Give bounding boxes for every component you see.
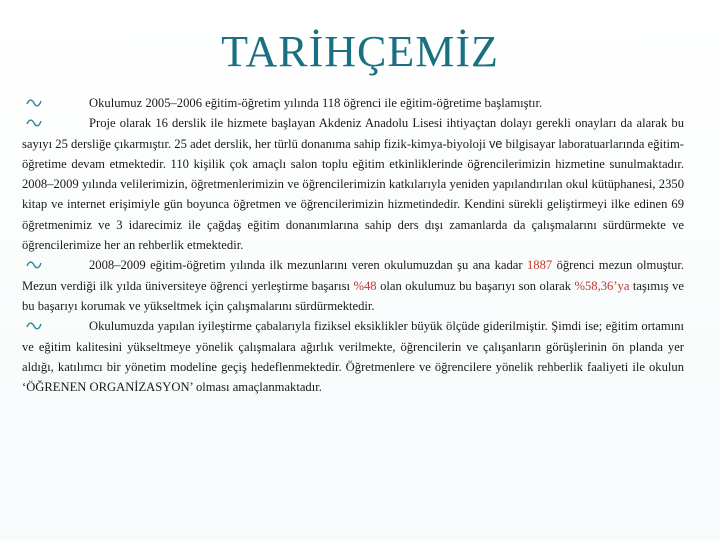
paragraph-3-text-d: taşımış ve bu başarıyı korumak ve yükseltmek için çalışmalarını sürdürmektedir. bbox=[22, 278, 684, 313]
wave-bullet-icon bbox=[26, 321, 42, 331]
paragraph-2-ve: ve bbox=[489, 136, 503, 151]
paragraph-3-text-a: 2008–2009 eğitim-öğretim yılında ilk mezunlarını veren okulumuzdan şu ana kadar bbox=[89, 258, 527, 273]
paragraph-1-text: Okulumuz 2005–2006 eğitim-öğretim yılında 118 öğrenci ile eğitim-öğretime başlamıştır. bbox=[89, 96, 543, 110]
paragraph-2-text-a: Proje olarak 16 derslik ile hizmete başlayan Akdeniz Anadolu Lisesi ihtiyaçtan dolayı gerekli onayları da alarak bu sayıyı 25 dersliğe çıkarmıştır. 25 adet derslik, her türlü donanıma sahip fizik-kimya-biyoloji bbox=[22, 116, 684, 151]
wave-bullet-icon bbox=[26, 118, 42, 128]
paragraph-4-text: Okulumuzda yapılan iyileştirme çabalarıyla fiziksel eksiklikler büyük ölçüde giderilmiştir. Şimdi ise; eğitim ortamını ve eğitim kalitesini yükseltmeye yönelik çalışmalara ağırlık verilmekte, öğrencilerin ve çalışanların görüşlerinin ön planda yer aldığı, katılımcı bir yönetim modeline geçiş hedeflenmektedir. Öğretmenlere ve öğrencilere yönelik rehberlik faaliyeti ile okulun ‘ÖĞRENEN ORGANİZASYON’ olması amaçlanmaktadır. bbox=[22, 319, 684, 395]
graduate-count: 1887 bbox=[526, 258, 553, 273]
page-title: TARİHÇEMİZ bbox=[221, 27, 499, 76]
paragraph-3 bbox=[22, 255, 684, 316]
first-year-success-rate: %48 bbox=[353, 278, 377, 293]
paragraph-2-text-b: bilgisayar laboratuarlarında eğitim-öğretime devam etmektedir. 110 kişilik çok amaçlı salon toplu eğitim etkinliklerinde öğrencilerimizin hizmetine sunulmaktadır. 2008–2009 yılında velilerimizin, öğretmenlerimizin ve öğrencilerimizin katkılarıyla yeniden yapılandırılan okul kütüphanesi, 2350 kitap ve internet erişimiyle gün boyunca öğretmen ve öğrencilerimizin hizmetindedir. Kendini sürekli geliştirmeyi ilke edinen 69 öğretmenimiz ve 3 idarecimiz ile çağdaş eğitim donanımlarına sahip ders dışı zamanlarda da çalışmalarını sürdürmekte ve öğrencilerimize her an rehberlik etmektedir. bbox=[22, 136, 684, 253]
paragraph-1 bbox=[22, 93, 684, 113]
paragraph-4 bbox=[22, 316, 684, 397]
body-text bbox=[22, 93, 684, 397]
latest-success-rate: %58,36’ya bbox=[574, 278, 630, 293]
paragraph-2 bbox=[22, 113, 684, 255]
wave-bullet-icon bbox=[26, 260, 42, 270]
paragraph-3-text-b: öğrenci mezun olmuştur. Mezun verdiği ilk yılda üniversiteye öğrenci yerleştirme başarısı bbox=[22, 258, 684, 293]
paragraph-3-text-c: olan okulumuz bu başarıyı son olarak bbox=[376, 278, 575, 293]
wave-bullet-icon bbox=[26, 98, 42, 108]
